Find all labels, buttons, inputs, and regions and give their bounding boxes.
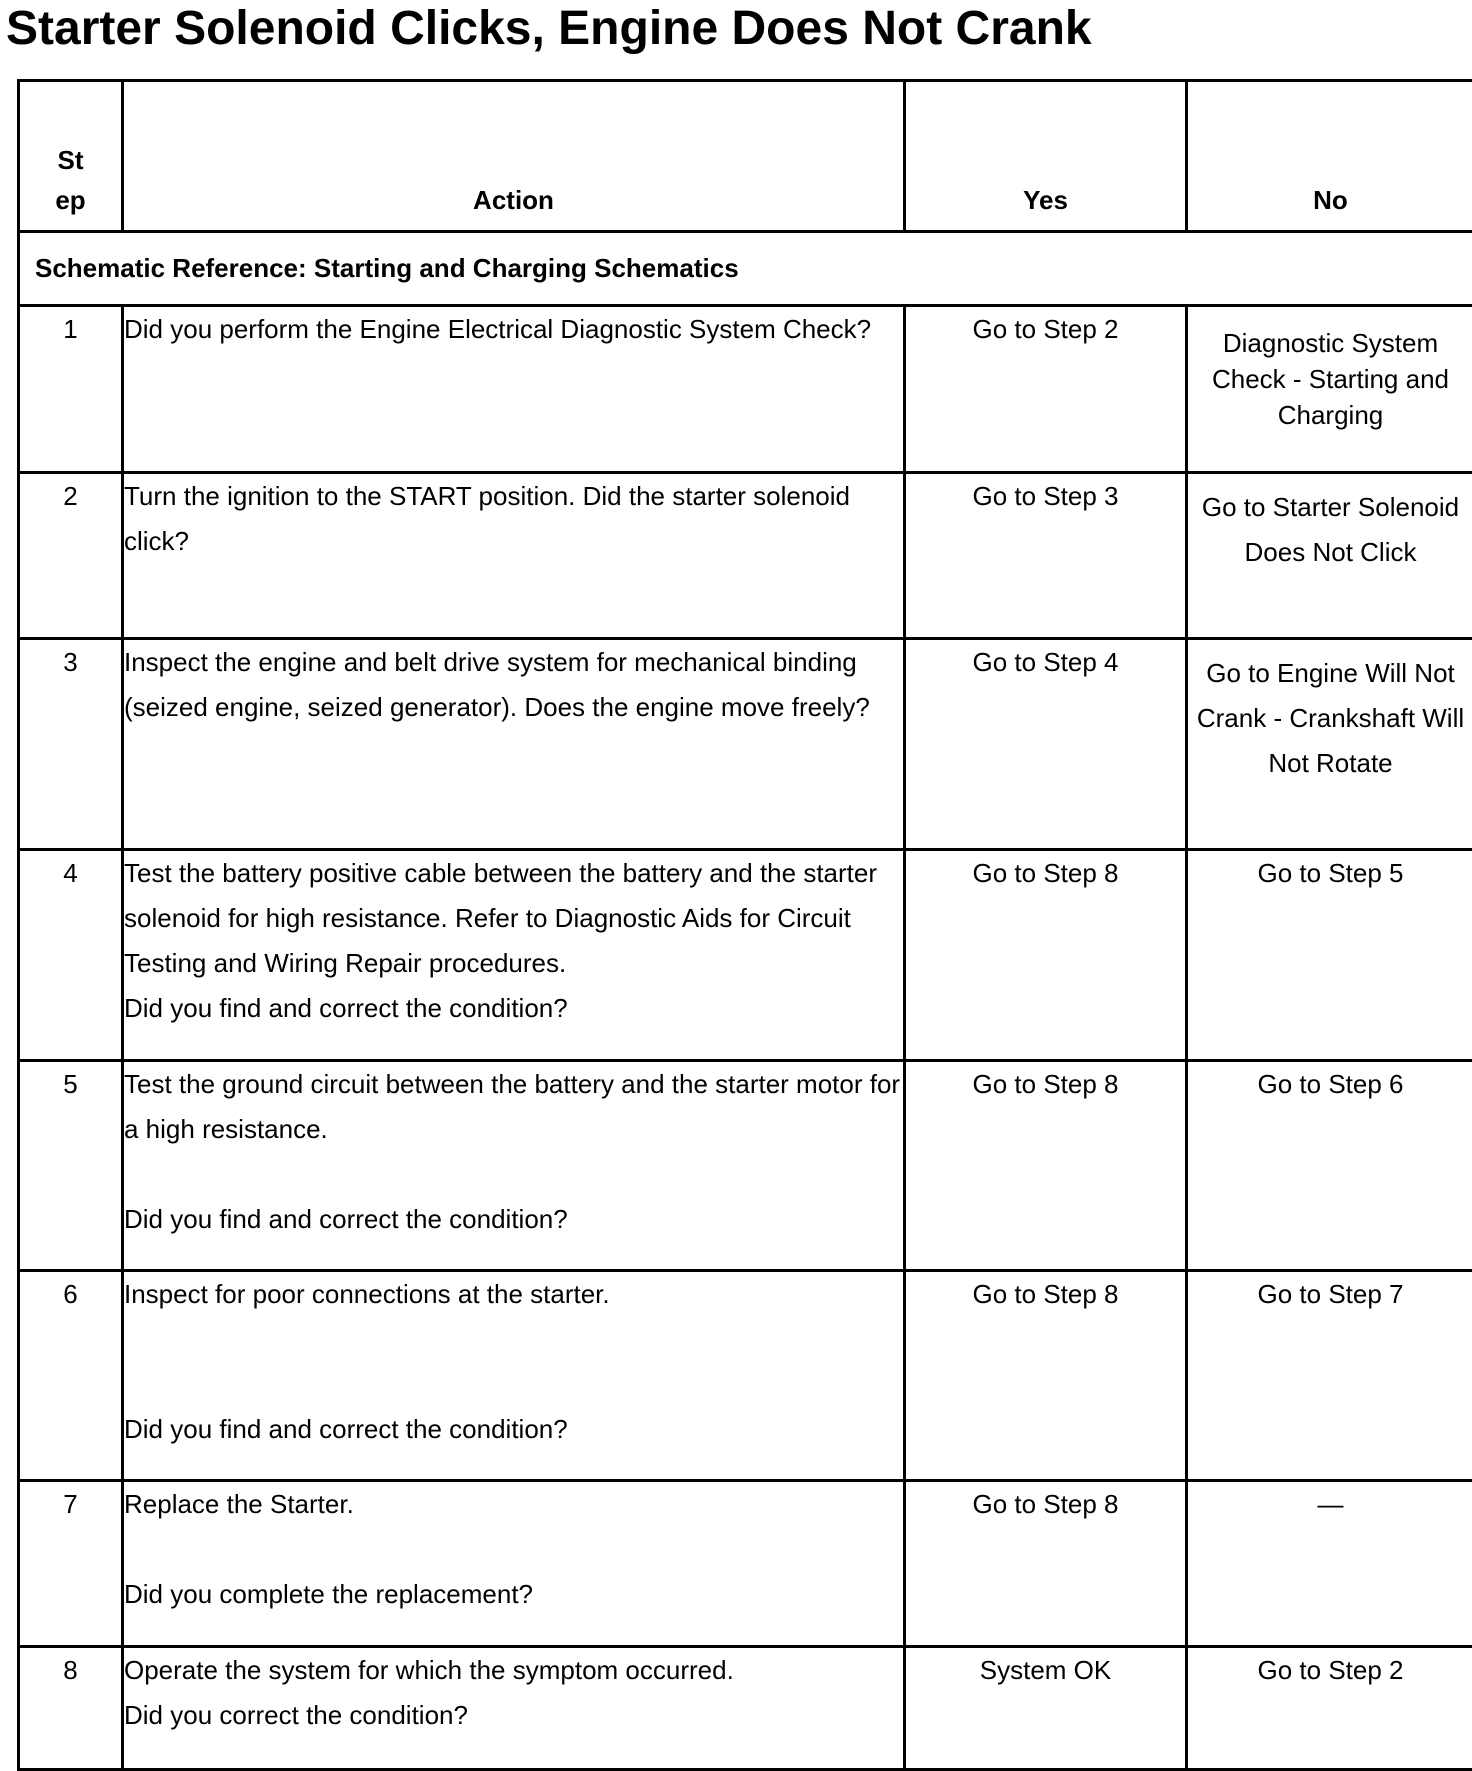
action-cell <box>123 473 905 639</box>
action-text: Turn the ignition to the START position. Did the starter solenoid click? <box>124 474 903 564</box>
action-question: Did you find and correct the condition? <box>124 986 903 1031</box>
action-question: Did you find and correct the condition? <box>124 1197 903 1242</box>
diagnostic-table <box>17 79 1472 1771</box>
table-row <box>19 1647 1472 1770</box>
table-row <box>19 639 1472 850</box>
schematic-reference: Schematic Reference: Starting and Charging Schematics <box>19 232 1472 306</box>
header-no: No <box>1187 81 1472 232</box>
action-text: Replace the Starter. <box>124 1482 903 1527</box>
no-result: Diagnostic System Check - Starting and Charging <box>1187 306 1472 473</box>
action-text: Did you perform the Engine Electrical Diagnostic System Check? <box>124 307 903 352</box>
action-text: Inspect the engine and belt drive system for mechanical binding (seized engine, seized generator). Does the engine move freely? <box>124 640 903 730</box>
header-yes: Yes <box>905 81 1187 232</box>
action-text: Operate the system for which the symptom occurred. <box>124 1648 903 1693</box>
table-row <box>19 306 1472 473</box>
action-cell <box>123 306 905 473</box>
yes-result: System OK <box>905 1647 1187 1770</box>
table-row <box>19 1061 1472 1271</box>
yes-result: Go to Step 8 <box>905 1061 1187 1271</box>
no-result: Go to Step 5 <box>1187 850 1472 1061</box>
action-cell <box>123 1061 905 1271</box>
yes-result: Go to Step 3 <box>905 473 1187 639</box>
step-number: 4 <box>19 850 123 1061</box>
table-row <box>19 1481 1472 1647</box>
no-result: Go to Step 7 <box>1187 1271 1472 1481</box>
yes-result: Go to Step 8 <box>905 850 1187 1061</box>
no-result: Go to Step 6 <box>1187 1061 1472 1271</box>
table-row <box>19 850 1472 1061</box>
action-question: Did you complete the replacement? <box>124 1572 903 1617</box>
step-number: 7 <box>19 1481 123 1647</box>
yes-result: Go to Step 2 <box>905 306 1187 473</box>
action-text: Test the ground circuit between the battery and the starter motor for a high resistance. <box>124 1062 903 1152</box>
no-result: Go to Engine Will Not Crank - Crankshaft Will Not Rotate <box>1187 639 1472 850</box>
no-result: Go to Starter Solenoid Does Not Click <box>1187 473 1472 639</box>
yes-result: Go to Step 8 <box>905 1271 1187 1481</box>
action-cell <box>123 1481 905 1647</box>
action-question: Did you find and correct the condition? <box>124 1407 903 1452</box>
step-number: 5 <box>19 1061 123 1271</box>
page-title: Starter Solenoid Clicks, Engine Does Not Crank <box>6 2 1092 56</box>
step-number: 1 <box>19 306 123 473</box>
yes-result: Go to Step 4 <box>905 639 1187 850</box>
action-question: Did you correct the condition? <box>124 1693 903 1738</box>
step-number: 2 <box>19 473 123 639</box>
action-cell <box>123 1647 905 1770</box>
action-cell <box>123 850 905 1061</box>
table-row <box>19 1271 1472 1481</box>
action-text: Inspect for poor connections at the starter. <box>124 1272 903 1317</box>
yes-result: Go to Step 8 <box>905 1481 1187 1647</box>
action-text: Test the battery positive cable between the battery and the starter solenoid for high resistance. Refer to Diagnostic Aids for Circuit Testing and Wiring Repair procedures. <box>124 851 903 986</box>
schematic-reference-row <box>19 232 1472 306</box>
no-result: — <box>1187 1481 1472 1647</box>
header-step: St ep <box>19 81 123 232</box>
table-row <box>19 473 1472 639</box>
header-action: Action <box>123 81 905 232</box>
no-result: Go to Step 2 <box>1187 1647 1472 1770</box>
action-cell <box>123 1271 905 1481</box>
header-row <box>19 81 1472 232</box>
action-cell <box>123 639 905 850</box>
step-number: 6 <box>19 1271 123 1481</box>
step-number: 3 <box>19 639 123 850</box>
step-number: 8 <box>19 1647 123 1770</box>
